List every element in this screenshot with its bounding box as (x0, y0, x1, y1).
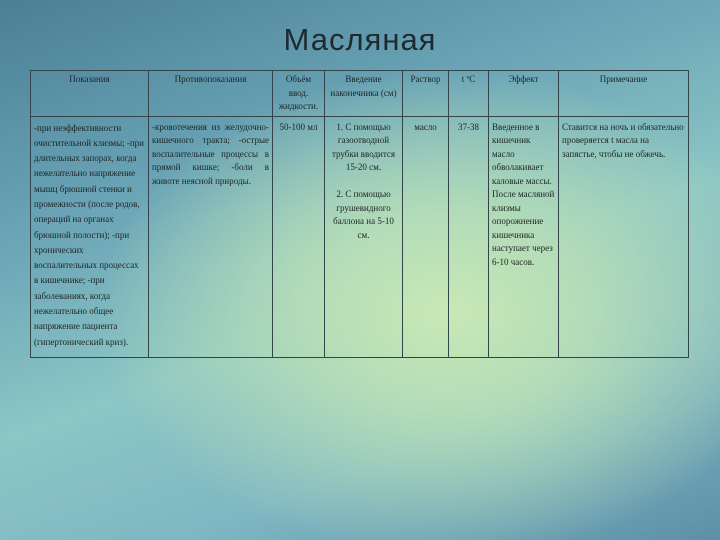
header-solution: Раствор (403, 71, 449, 117)
table-header-row (31, 71, 689, 117)
cell-volume: 50-100 мл (273, 116, 325, 358)
header-temperature: t ºC (449, 71, 489, 117)
cell-effect: Введенное в кишечник масло обволакивает каловые массы. После масляной клизмы опорожнение кишечника наступает через 6-10 часов. (489, 116, 559, 358)
header-note: Примечание (559, 71, 689, 117)
cell-contraindications: -кровотечения из желудочно-кишечного тракта; -острые воспалительные процессы в прямой кишке; -боли в животе неясной природы. (149, 116, 273, 358)
cell-insertion: 1. С помощью газоотводной трубки вводится 15-20 см. 2. С помощью грушевидного баллона на 5-10 см. (325, 116, 403, 358)
header-contraindications: Противопоказания (149, 71, 273, 117)
cell-temperature: 37-38 (449, 116, 489, 358)
header-effect: Эффект (489, 71, 559, 117)
header-indications: Показания (31, 71, 149, 117)
header-volume: Объём ввод. жидкости. (273, 71, 325, 117)
cell-solution: масло (403, 116, 449, 358)
cell-note: Ставится на ночь и обязательно проверяется t масла на запястье, чтобы не обжечь. (559, 116, 689, 358)
header-insertion: Введение наконечника (см) (325, 71, 403, 117)
enema-table (30, 70, 689, 358)
table-row (31, 116, 689, 358)
slide-title: Масляная (283, 22, 437, 57)
cell-indications: -при неэффективности очистительной клизмы; -при длительных запорах, когда нежелательно напряжение мышц брюшной стенки и промежности (после родов, операций на органах брюшной полости); -при хронических воспалительных процессах в кишечнике; -при заболеваниях, когда нежелательно общее напряжение пациента (гипертонический криз). (31, 116, 149, 358)
